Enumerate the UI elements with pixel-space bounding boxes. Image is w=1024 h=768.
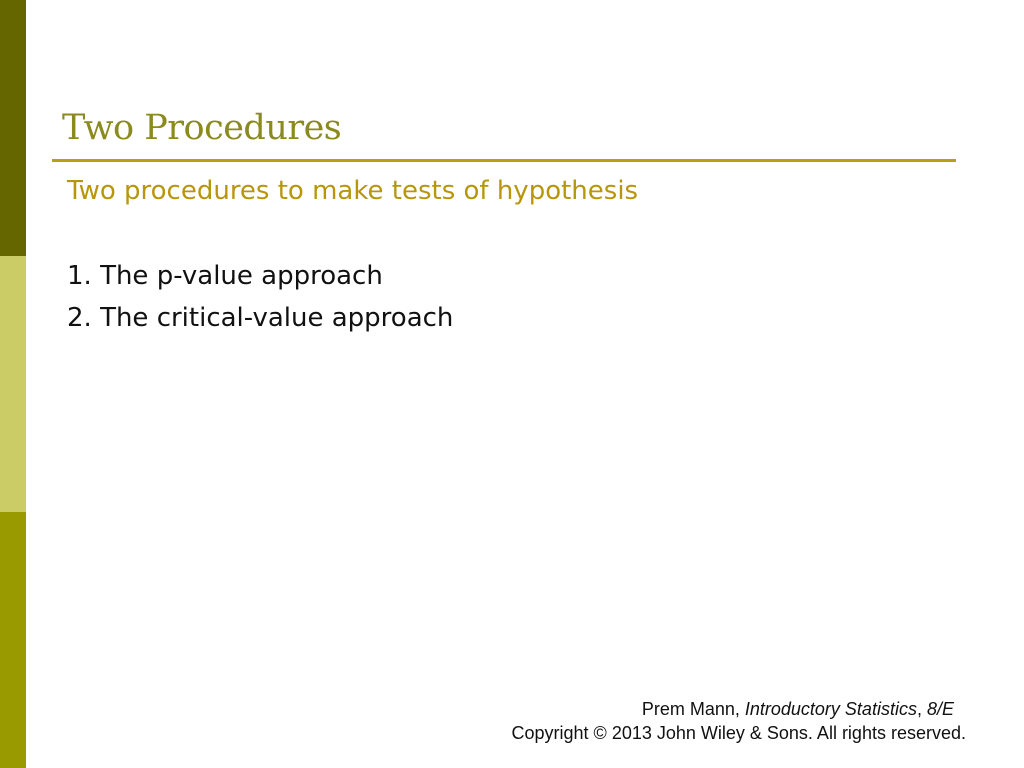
footer-author: Prem Mann, bbox=[641, 699, 745, 719]
sidebar-band-mid bbox=[0, 512, 26, 768]
sidebar-band-dark bbox=[0, 0, 26, 256]
footer-copyright: Copyright © 2013 John Wiley & Sons. All rights reserved. bbox=[511, 723, 966, 743]
list-item: 1. The p-value approach bbox=[67, 261, 383, 291]
footer-edition: 8/E bbox=[926, 699, 954, 719]
footer-separator: , bbox=[916, 699, 927, 719]
footer-book-title: Introductory Statistics bbox=[744, 699, 917, 719]
procedure-list bbox=[67, 255, 453, 339]
slide-subtitle: Two procedures to make tests of hypothesis bbox=[67, 176, 639, 206]
slide-footer bbox=[512, 697, 966, 745]
footer-citation bbox=[512, 697, 966, 721]
list-item: 2. The critical-value approach bbox=[67, 303, 454, 333]
slide-sidebar bbox=[0, 0, 26, 768]
slide-title: Two Procedures bbox=[62, 108, 342, 148]
sidebar-band-light bbox=[0, 256, 26, 512]
title-divider bbox=[52, 159, 956, 162]
